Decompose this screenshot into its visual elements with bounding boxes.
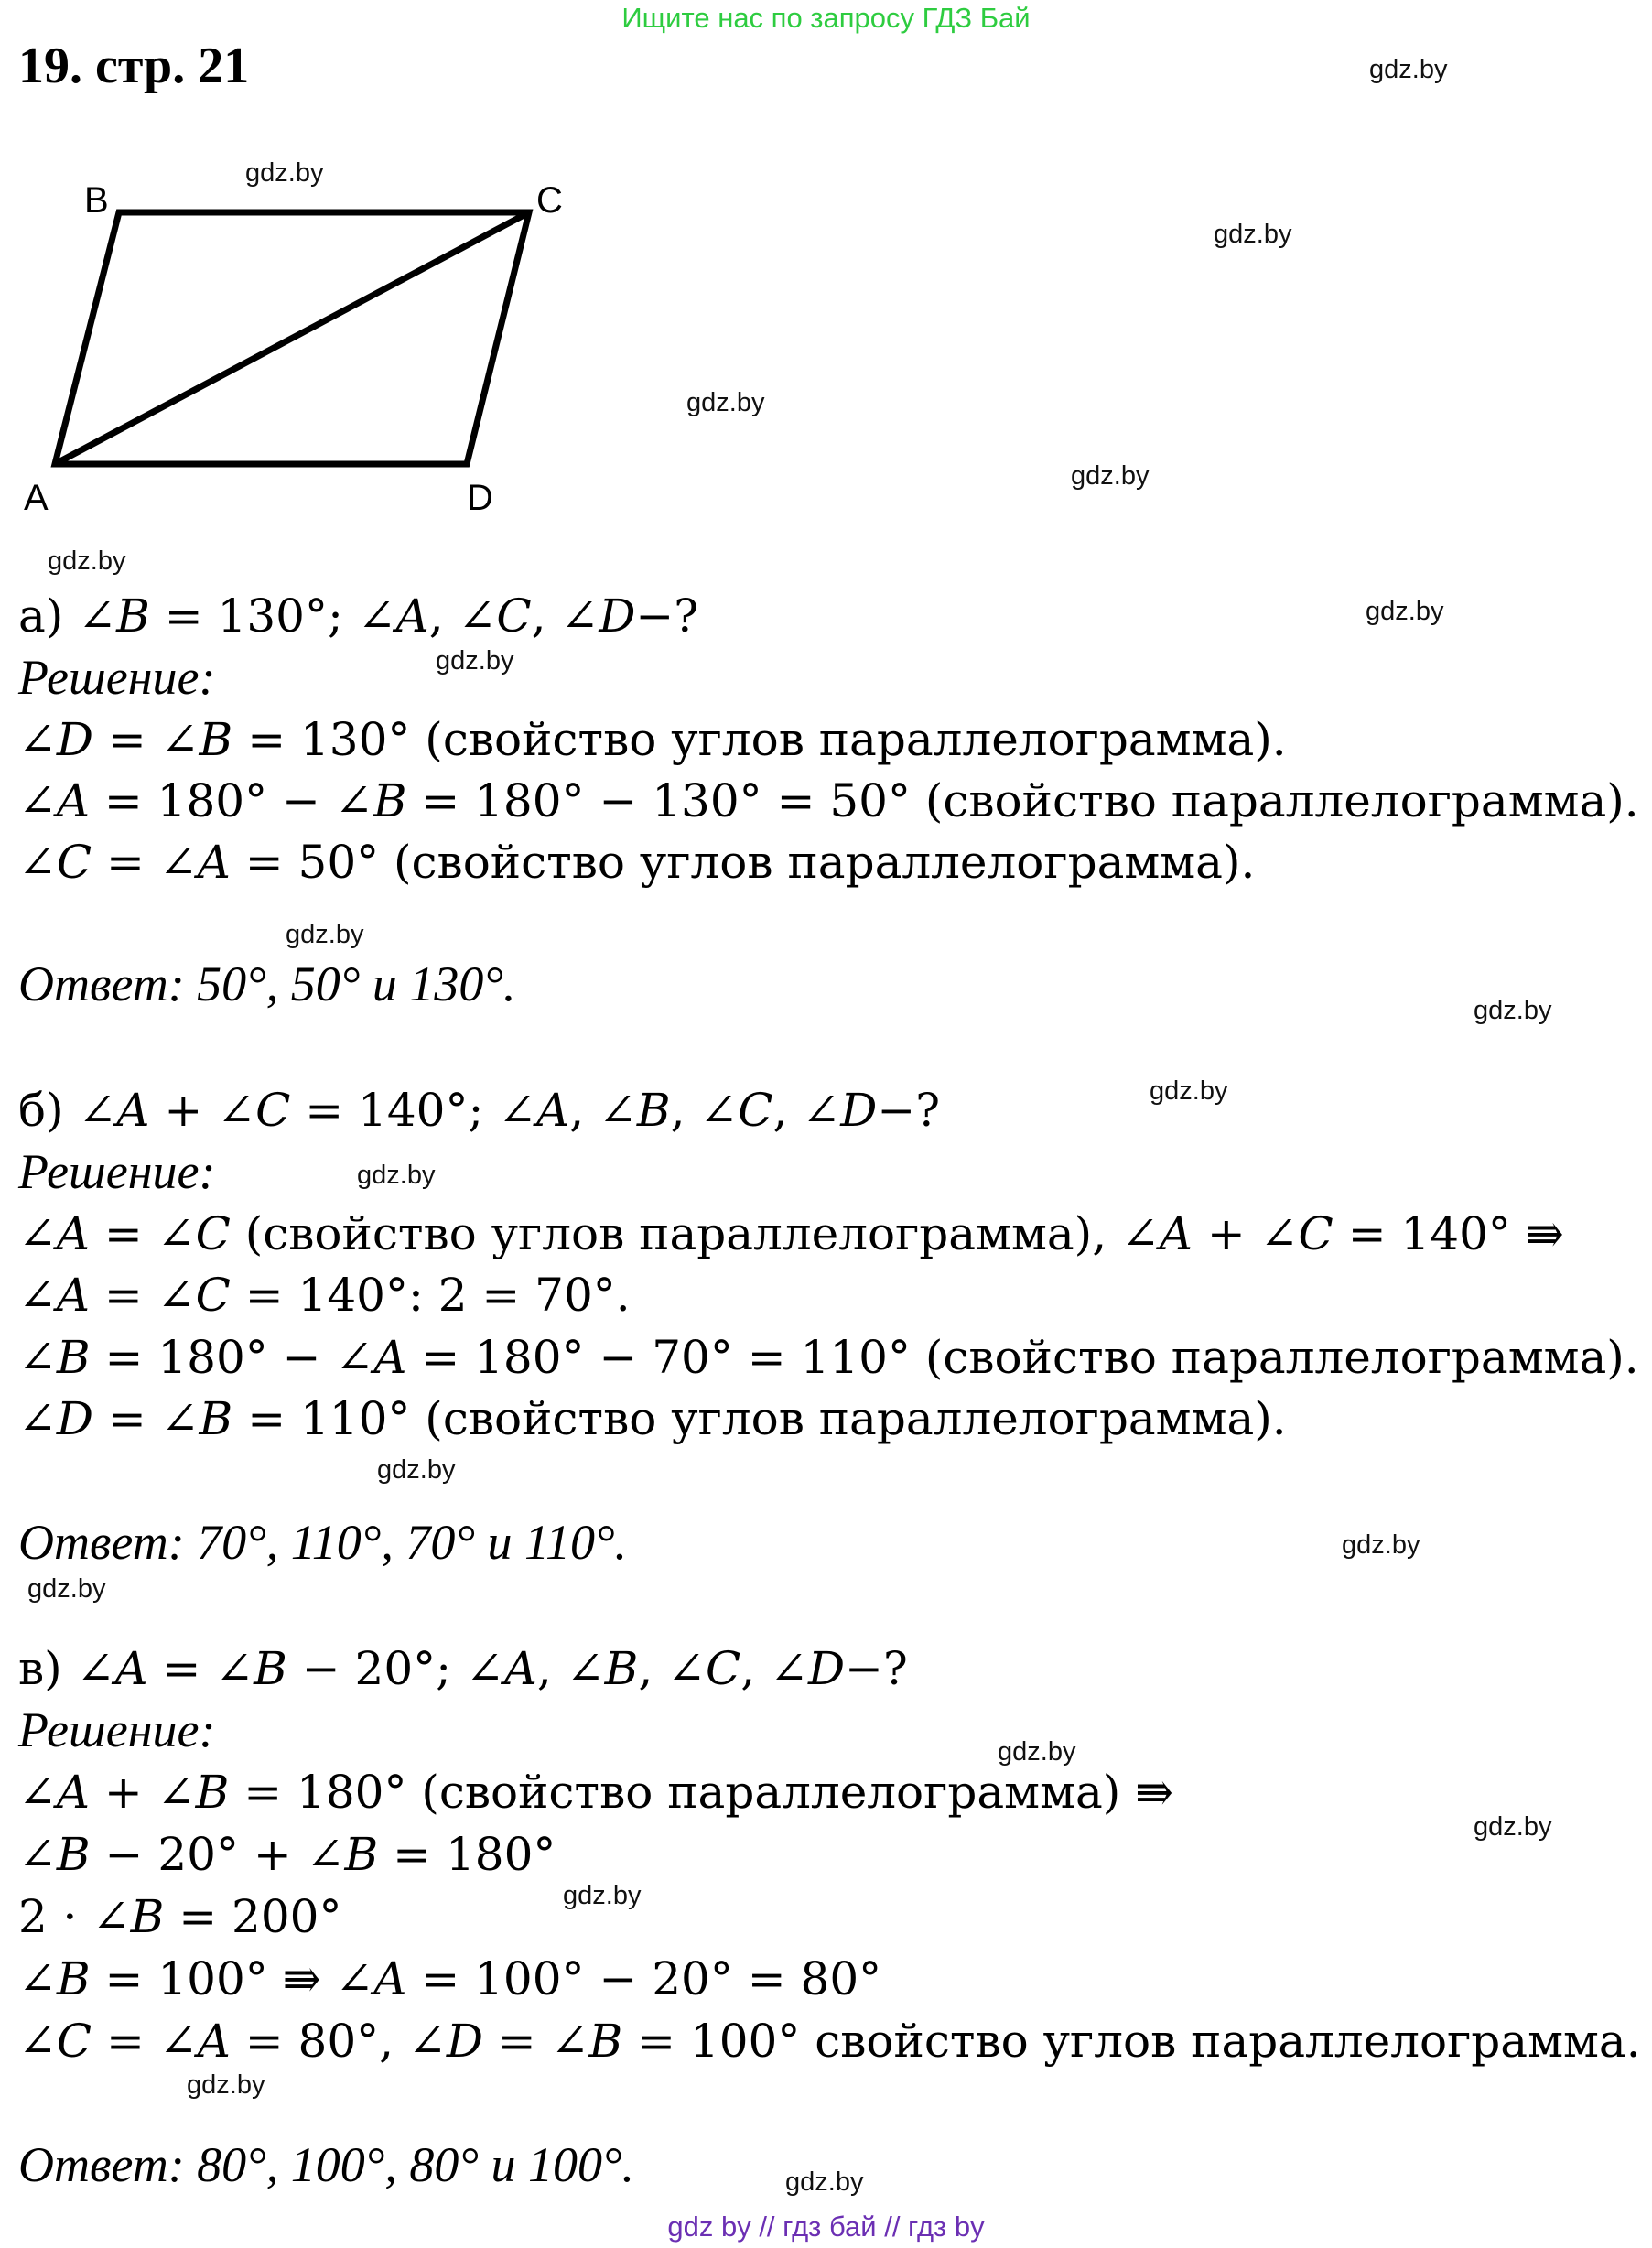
problem-c-solution-label: Решение:: [18, 1702, 216, 1757]
watermark: gdz.by: [245, 158, 324, 188]
diagonal-ac: [55, 212, 529, 464]
problem-c-answer: Ответ: 80°, 100°, 80° и 100°.: [18, 2137, 635, 2192]
vertex-label-d: D: [467, 478, 493, 518]
parallelogram-shape: [55, 212, 529, 464]
top-banner: Ищите нас по запросу ГДЗ Бай: [621, 2, 1031, 34]
watermark: gdz.by: [1150, 1076, 1228, 1106]
watermark: gdz.by: [686, 388, 765, 417]
problem-c-step: ∠𝐵 − 20° + ∠𝐵 = 180°: [18, 1828, 556, 1881]
vertex-label-c: C: [536, 180, 563, 221]
watermark: gdz.by: [563, 1881, 642, 1910]
problem-a-step: ∠𝐷 = ∠𝐵 = 130° (свойство углов параллелограмма).: [18, 713, 1287, 766]
problem-c-step: ∠𝐴 + ∠𝐵 = 180° (свойство параллелограмма) ⇛: [18, 1766, 1174, 1819]
watermark: gdz.by: [1369, 55, 1448, 84]
watermark: gdz.by: [357, 1161, 436, 1190]
watermark: gdz.by: [1342, 1530, 1420, 1560]
watermark: gdz.by: [377, 1455, 456, 1485]
problem-c-step: ∠𝐶 = ∠𝐴 = 80°, ∠𝐷 = ∠𝐵 = 100° свойство углов параллелограмма.: [18, 2015, 1641, 2068]
problem-b-solution-label: Решение:: [18, 1144, 216, 1199]
problem-a-solution-label: Решение:: [18, 650, 216, 705]
problem-a-answer: Ответ: 50°, 50° и 130°.: [18, 956, 516, 1011]
watermark: gdz.by: [48, 546, 126, 576]
vertex-label-b: B: [84, 180, 109, 221]
page-title: 19. стр. 21: [18, 38, 250, 94]
watermark: gdz.by: [1474, 996, 1552, 1025]
watermark: gdz.by: [436, 646, 514, 675]
problem-a-step: ∠𝐶 = ∠𝐴 = 50° (свойство углов параллелограмма).: [18, 836, 1256, 889]
problem-b-step: ∠𝐴 = ∠𝐶 (свойство углов параллелограмма), ∠𝐴 + ∠𝐶 = 140° ⇛: [18, 1207, 1564, 1260]
problem-b-step: ∠𝐵 = 180° − ∠𝐴 = 180° − 70° = 110° (свойство параллелограмма).: [18, 1331, 1639, 1384]
watermark: gdz.by: [1366, 597, 1444, 626]
problem-b-given: б) ∠𝐴 + ∠𝐶 = 140°; ∠𝐴, ∠𝐵, ∠𝐶, ∠𝐷−?: [18, 1084, 941, 1137]
watermark: gdz.by: [785, 2167, 864, 2197]
watermark: gdz.by: [1071, 461, 1150, 491]
watermark: gdz.by: [1474, 1812, 1552, 1842]
problem-c-step: ∠𝐵 = 100° ⇛ ∠𝐴 = 100° − 20° = 80°: [18, 1952, 882, 2005]
problem-c-step: 2 ⋅ ∠𝐵 = 200°: [18, 1890, 342, 1943]
watermark: gdz.by: [286, 920, 364, 949]
problem-b-step: ∠𝐴 = ∠𝐶 = 140°: 2 = 70°.: [18, 1269, 631, 1322]
problem-b-answer: Ответ: 70°, 110°, 70° и 110°.: [18, 1515, 628, 1570]
watermark: gdz.by: [187, 2070, 265, 2100]
problem-a-step: ∠𝐴 = 180° − ∠𝐵 = 180° − 130° = 50° (свойство параллелограмма).: [18, 774, 1639, 827]
problem-a-given: а) ∠𝐵 = 130°; ∠𝐴, ∠𝐶, ∠𝐷−?: [18, 589, 699, 643]
watermark: gdz.by: [1214, 220, 1292, 249]
problem-c-given: в) ∠𝐴 = ∠𝐵 − 20°; ∠𝐴, ∠𝐵, ∠𝐶, ∠𝐷−?: [18, 1642, 908, 1695]
problem-b-step: ∠𝐷 = ∠𝐵 = 110° (свойство углов параллелограмма).: [18, 1392, 1287, 1445]
watermark: gdz.by: [27, 1574, 106, 1604]
vertex-label-a: A: [24, 478, 49, 518]
footer-links: gdz by // гдз бай // гдз by: [667, 2210, 985, 2243]
parallelogram-figure: [18, 165, 604, 522]
watermark: gdz.by: [998, 1737, 1076, 1767]
